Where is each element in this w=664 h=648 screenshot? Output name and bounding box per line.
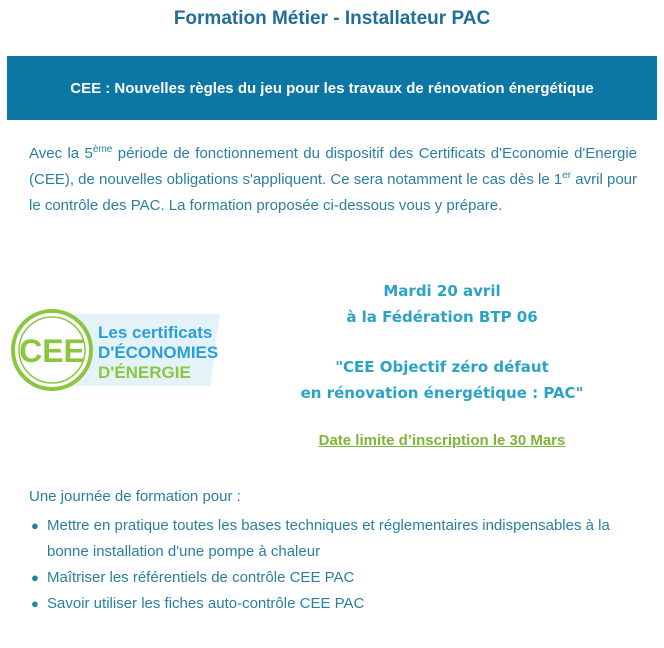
- intro-paragraph: [29, 141, 637, 219]
- intro-text-3: avril pour le contrôle des PAC. La formation proposée ci-dessous vous y prépare.: [29, 171, 637, 214]
- intro-text-2: période de fonctionnement du dispositif des Certificats d'Economie d'Energie (CEE), de nouvelles obligations s'appliquent. Ce sera notamment le cas dès le 1: [29, 145, 637, 188]
- list-item-text: Maîtriser les référentiels de contrôle CEE PAC: [47, 569, 355, 586]
- program-list: [29, 513, 629, 617]
- list-item: [29, 591, 629, 617]
- list-item: [29, 513, 629, 565]
- registration-deadline-link[interactable]: Date limite d’inscription le 30 Mars: [318, 432, 566, 449]
- event-title-1: "CEE Objectif zéro défaut: [335, 358, 549, 376]
- cee-logo: [10, 308, 220, 392]
- logo-line-2: D'ÉCONOMIES: [98, 343, 219, 362]
- logo-line-1: Les certificats: [98, 323, 213, 342]
- event-block: [260, 278, 624, 406]
- page-title: Formation Métier - Installateur PAC: [173, 8, 491, 29]
- section-banner: [7, 56, 657, 120]
- logo-badge-text: CEE: [19, 333, 85, 369]
- program-lead: Une journée de formation pour :: [29, 488, 241, 505]
- banner-text: CEE : Nouvelles règles du jeu pour les travaux de rénovation énergétique: [70, 79, 594, 97]
- bullet-icon: ●: [31, 570, 39, 585]
- intro-sup-2: er: [562, 170, 572, 181]
- bullet-icon: ●: [31, 596, 39, 611]
- event-place: à la Fédération BTP 06: [346, 308, 538, 326]
- list-item: [29, 565, 629, 591]
- bullet-icon: ●: [31, 518, 39, 533]
- list-item-text: Savoir utiliser les fiches auto-contrôle CEE PAC: [47, 595, 365, 612]
- intro-sup-1: ème: [92, 144, 113, 155]
- list-item-text: Mettre en pratique toutes les bases techniques et réglementaires indispensables à la bonne installation d'une pompe à chaleur: [47, 517, 610, 560]
- event-date: Mardi 20 avril: [383, 282, 501, 300]
- logo-line-3: D'ÉNERGIE: [98, 363, 191, 382]
- event-title-2: en rénovation énergétique : PAC": [300, 384, 584, 402]
- intro-text-1: Avec la 5: [29, 145, 93, 162]
